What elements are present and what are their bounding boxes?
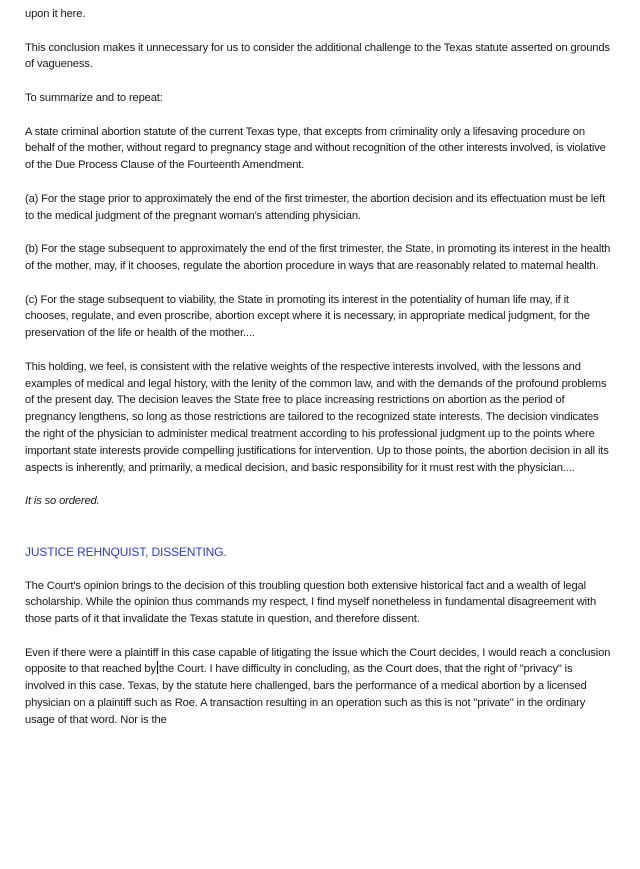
dissent-2-text-before-caret: Even if there were a plaintiff in this case capable of litigating the issue which the Court decides, I would reach a conclusion opposite to that reached by bbox=[25, 646, 611, 676]
paragraph-item-b: (b) For the stage subsequent to approximately the end of the first trimester, the State, in promoting its interest in the health of the mother, may, if it chooses, regulate the abortion procedure in ways that are reasonably related to maternal health. bbox=[25, 243, 611, 272]
paragraph-statute: A state criminal abortion statute of the current Texas type, that excepts from criminality only a lifesaving procedure on behalf of the mother, without regard to pregnancy stage and without recognition of the other interests involved, is violative of the Due Process Clause of the Fourteenth Amendment. bbox=[25, 125, 606, 172]
dissent-2-text-after-caret: the Court. I have difficulty in concluding, as the Court does, that the right of "privacy" is involved in this case. Texas, by the statute here challenged, bars the performance of a medical abortion by a licensed physician on a plaintiff such as Roe. A transaction resulting in an operation such as this is not "private" in the ordinary usage of that word. Nor is the bbox=[25, 663, 587, 726]
top-fragment: upon it here. bbox=[25, 8, 86, 20]
paragraph-so-ordered: It is so ordered. bbox=[25, 495, 100, 508]
paragraph-dissent-2[interactable] bbox=[25, 645, 615, 729]
paragraph-vagueness: This conclusion makes it unnecessary for us to consider the additional challenge to the Texas statute asserted on grounds of vagueness. bbox=[25, 41, 610, 71]
text-cursor bbox=[157, 661, 158, 674]
paragraph-dissent-1: The Court's opinion brings to the decision of this troubling question both extensive historical fact and a wealth of legal scholarship. While the opinion thus commands my respect, I find myself nonetheless in fundamental disagreement with those parts of it that invalidate the Texas statute in question, and therefore dissent. bbox=[25, 579, 597, 626]
paragraph-holding: This holding, we feel, is consistent with the relative weights of the respective interests involved, with the lessons and examples of medical and legal history, with the lenity of the common law, and with the demands of the profound problems of the present day. The decision leaves the State free to place increasing restrictions on abortion as the period of pregnancy lengthens, so long as those restrictions are tailored to the recognized state interests. The decision vindicates the right of the physician to administer medical treatment according to his professional judgment up to the points where important state interests provide compelling justifications for intervention. Up to those points, the abortion decision in all its aspects is inherently, and primarily, a medical decision, and basic responsibility for it must rest with the physician.... bbox=[25, 360, 609, 474]
paragraph-item-c: (c) For the stage subsequent to viability, the State in promoting its interest in the potentiality of human life may, if it chooses, regulate, and even proscribe, abortion except where it is necessary, in appropriate medical judgment, for the preservation of the life or health of the mother.... bbox=[25, 293, 590, 340]
paragraph-summarize: To summarize and to repeat: bbox=[25, 91, 163, 104]
paragraph-item-a: (a) For the stage prior to approximately the end of the first trimester, the abortion decision and its effectuation must be left to the medical judgment of the pregnant woman's attending physician. bbox=[25, 192, 606, 222]
document-page bbox=[25, 6, 615, 745]
section-heading-dissent: JUSTICE REHNQUIST, DISSENTING. bbox=[25, 544, 227, 559]
